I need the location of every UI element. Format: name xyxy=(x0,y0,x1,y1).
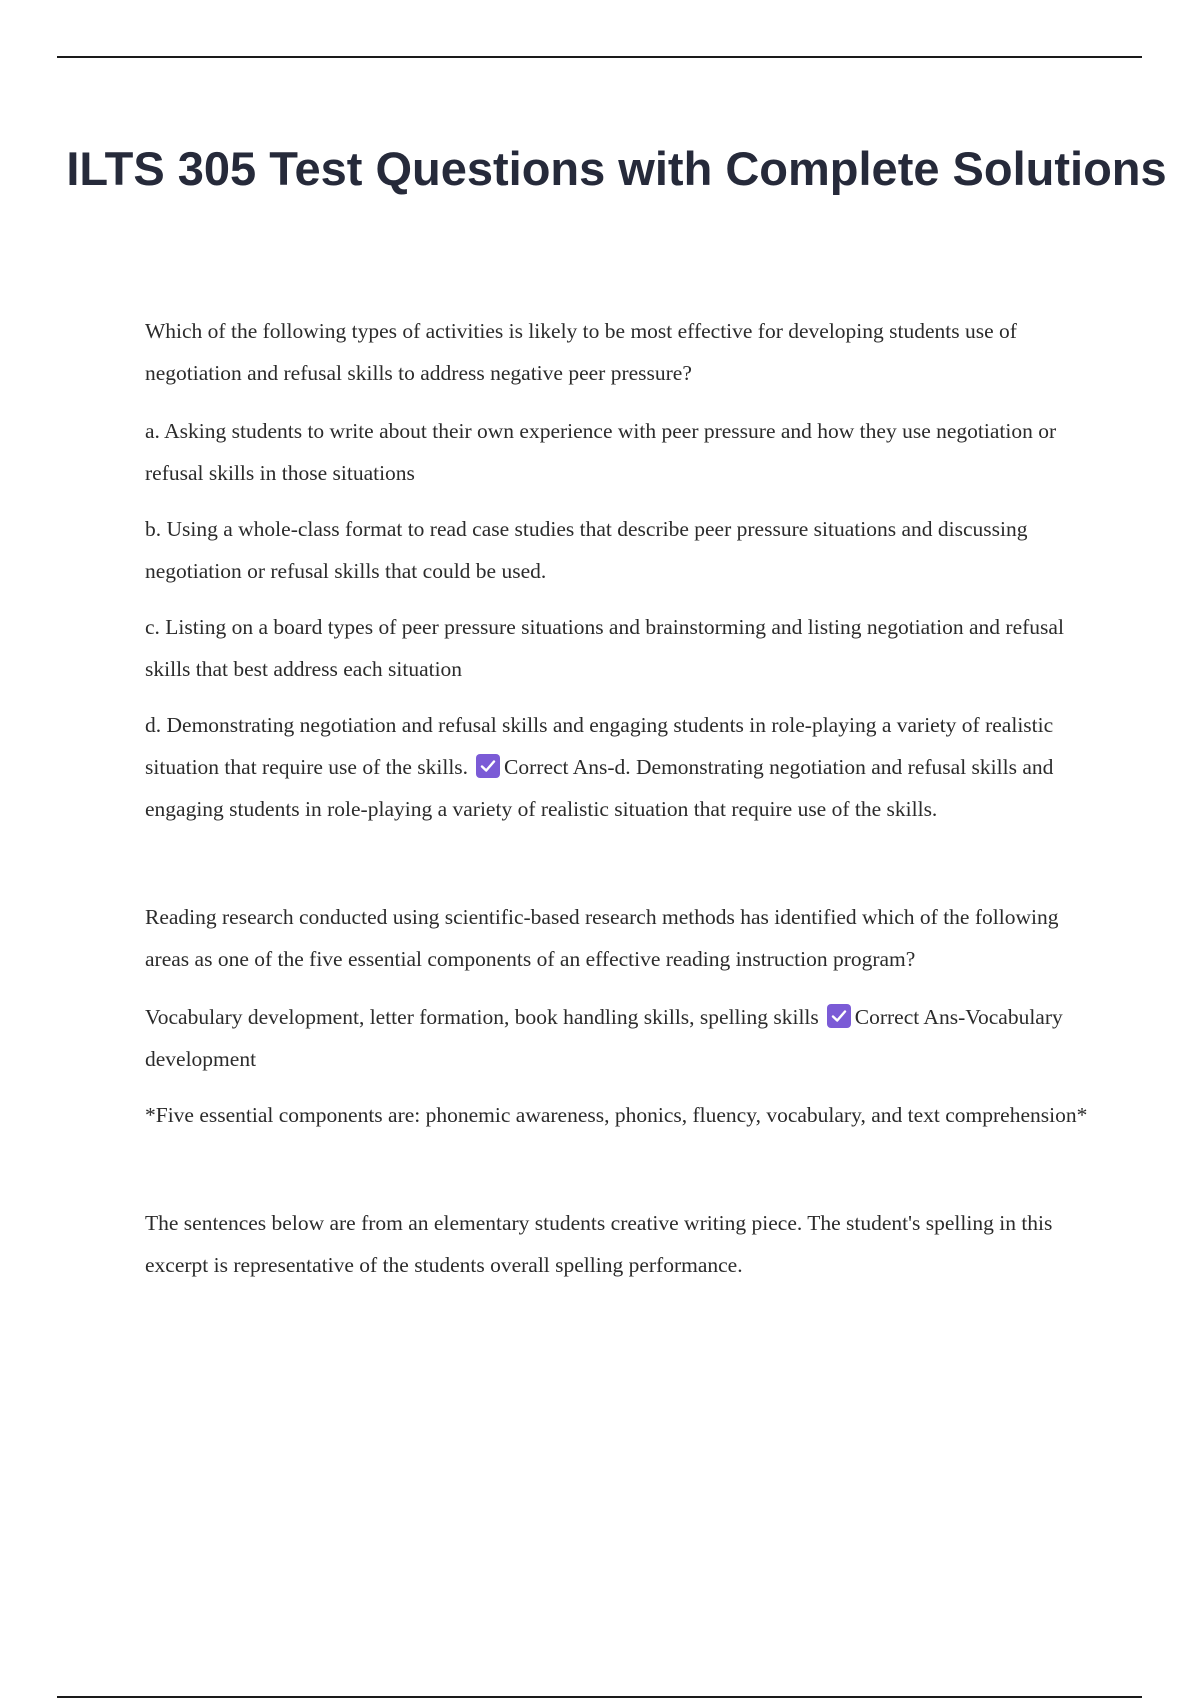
document-body xyxy=(145,310,1100,1302)
question-1-option-d-with-answer xyxy=(145,704,1100,830)
question-3: The sentences below are from an elementary students creative writing piece. The student's spelling in this excerpt is representative of the students overall spelling performance. xyxy=(145,1211,1053,1277)
check-box-icon xyxy=(827,1004,851,1028)
question-1-option-b: b. Using a whole-class format to read case studies that describe peer pressure situations and discussing negotiation or refusal skills that could be used. xyxy=(145,517,1028,583)
question-2: Reading research conducted using scientific-based research methods has identified which of the following areas as one of the five essential components of an effective reading instruction program? xyxy=(145,905,1059,971)
question-1-option-c: c. Listing on a board types of peer pressure situations and brainstorming and listing negotiation and refusal skills that best address each situation xyxy=(145,615,1064,681)
question-1-option-a: a. Asking students to write about their own experience with peer pressure and how they use negotiation or refusal skills in those situations xyxy=(145,419,1057,485)
check-box-icon xyxy=(476,754,500,778)
question-1: Which of the following types of activities is likely to be most effective for developing students use of negotiation and refusal skills to address negative peer pressure? xyxy=(145,319,1017,385)
bottom-rule xyxy=(57,1696,1142,1698)
question-2-answer: Correct Ans-Vocabulary development xyxy=(145,1005,1063,1071)
section-spacer xyxy=(145,1150,1100,1202)
section-spacer xyxy=(145,844,1100,896)
question-2-options-with-answer xyxy=(145,996,1100,1080)
question-1-option-d: d. Demonstrating negotiation and refusal skills and engaging students in role-playing a variety of realistic situation that require use of the skills. xyxy=(145,713,1054,779)
top-rule xyxy=(57,56,1142,58)
question-2-options: Vocabulary development, letter formation, book handling skills, spelling skills xyxy=(145,1005,819,1029)
question-1-answer: Correct Ans-d. Demonstrating negotiation and refusal skills and engaging students in role-playing a variety of realistic situation that require use of the skills. xyxy=(145,755,1054,821)
page-title: ILTS 305 Test Questions with Complete Solutions xyxy=(66,142,1167,195)
question-2-note: *Five essential components are: phonemic awareness, phonics, fluency, vocabulary, and text comprehension* xyxy=(145,1103,1088,1127)
